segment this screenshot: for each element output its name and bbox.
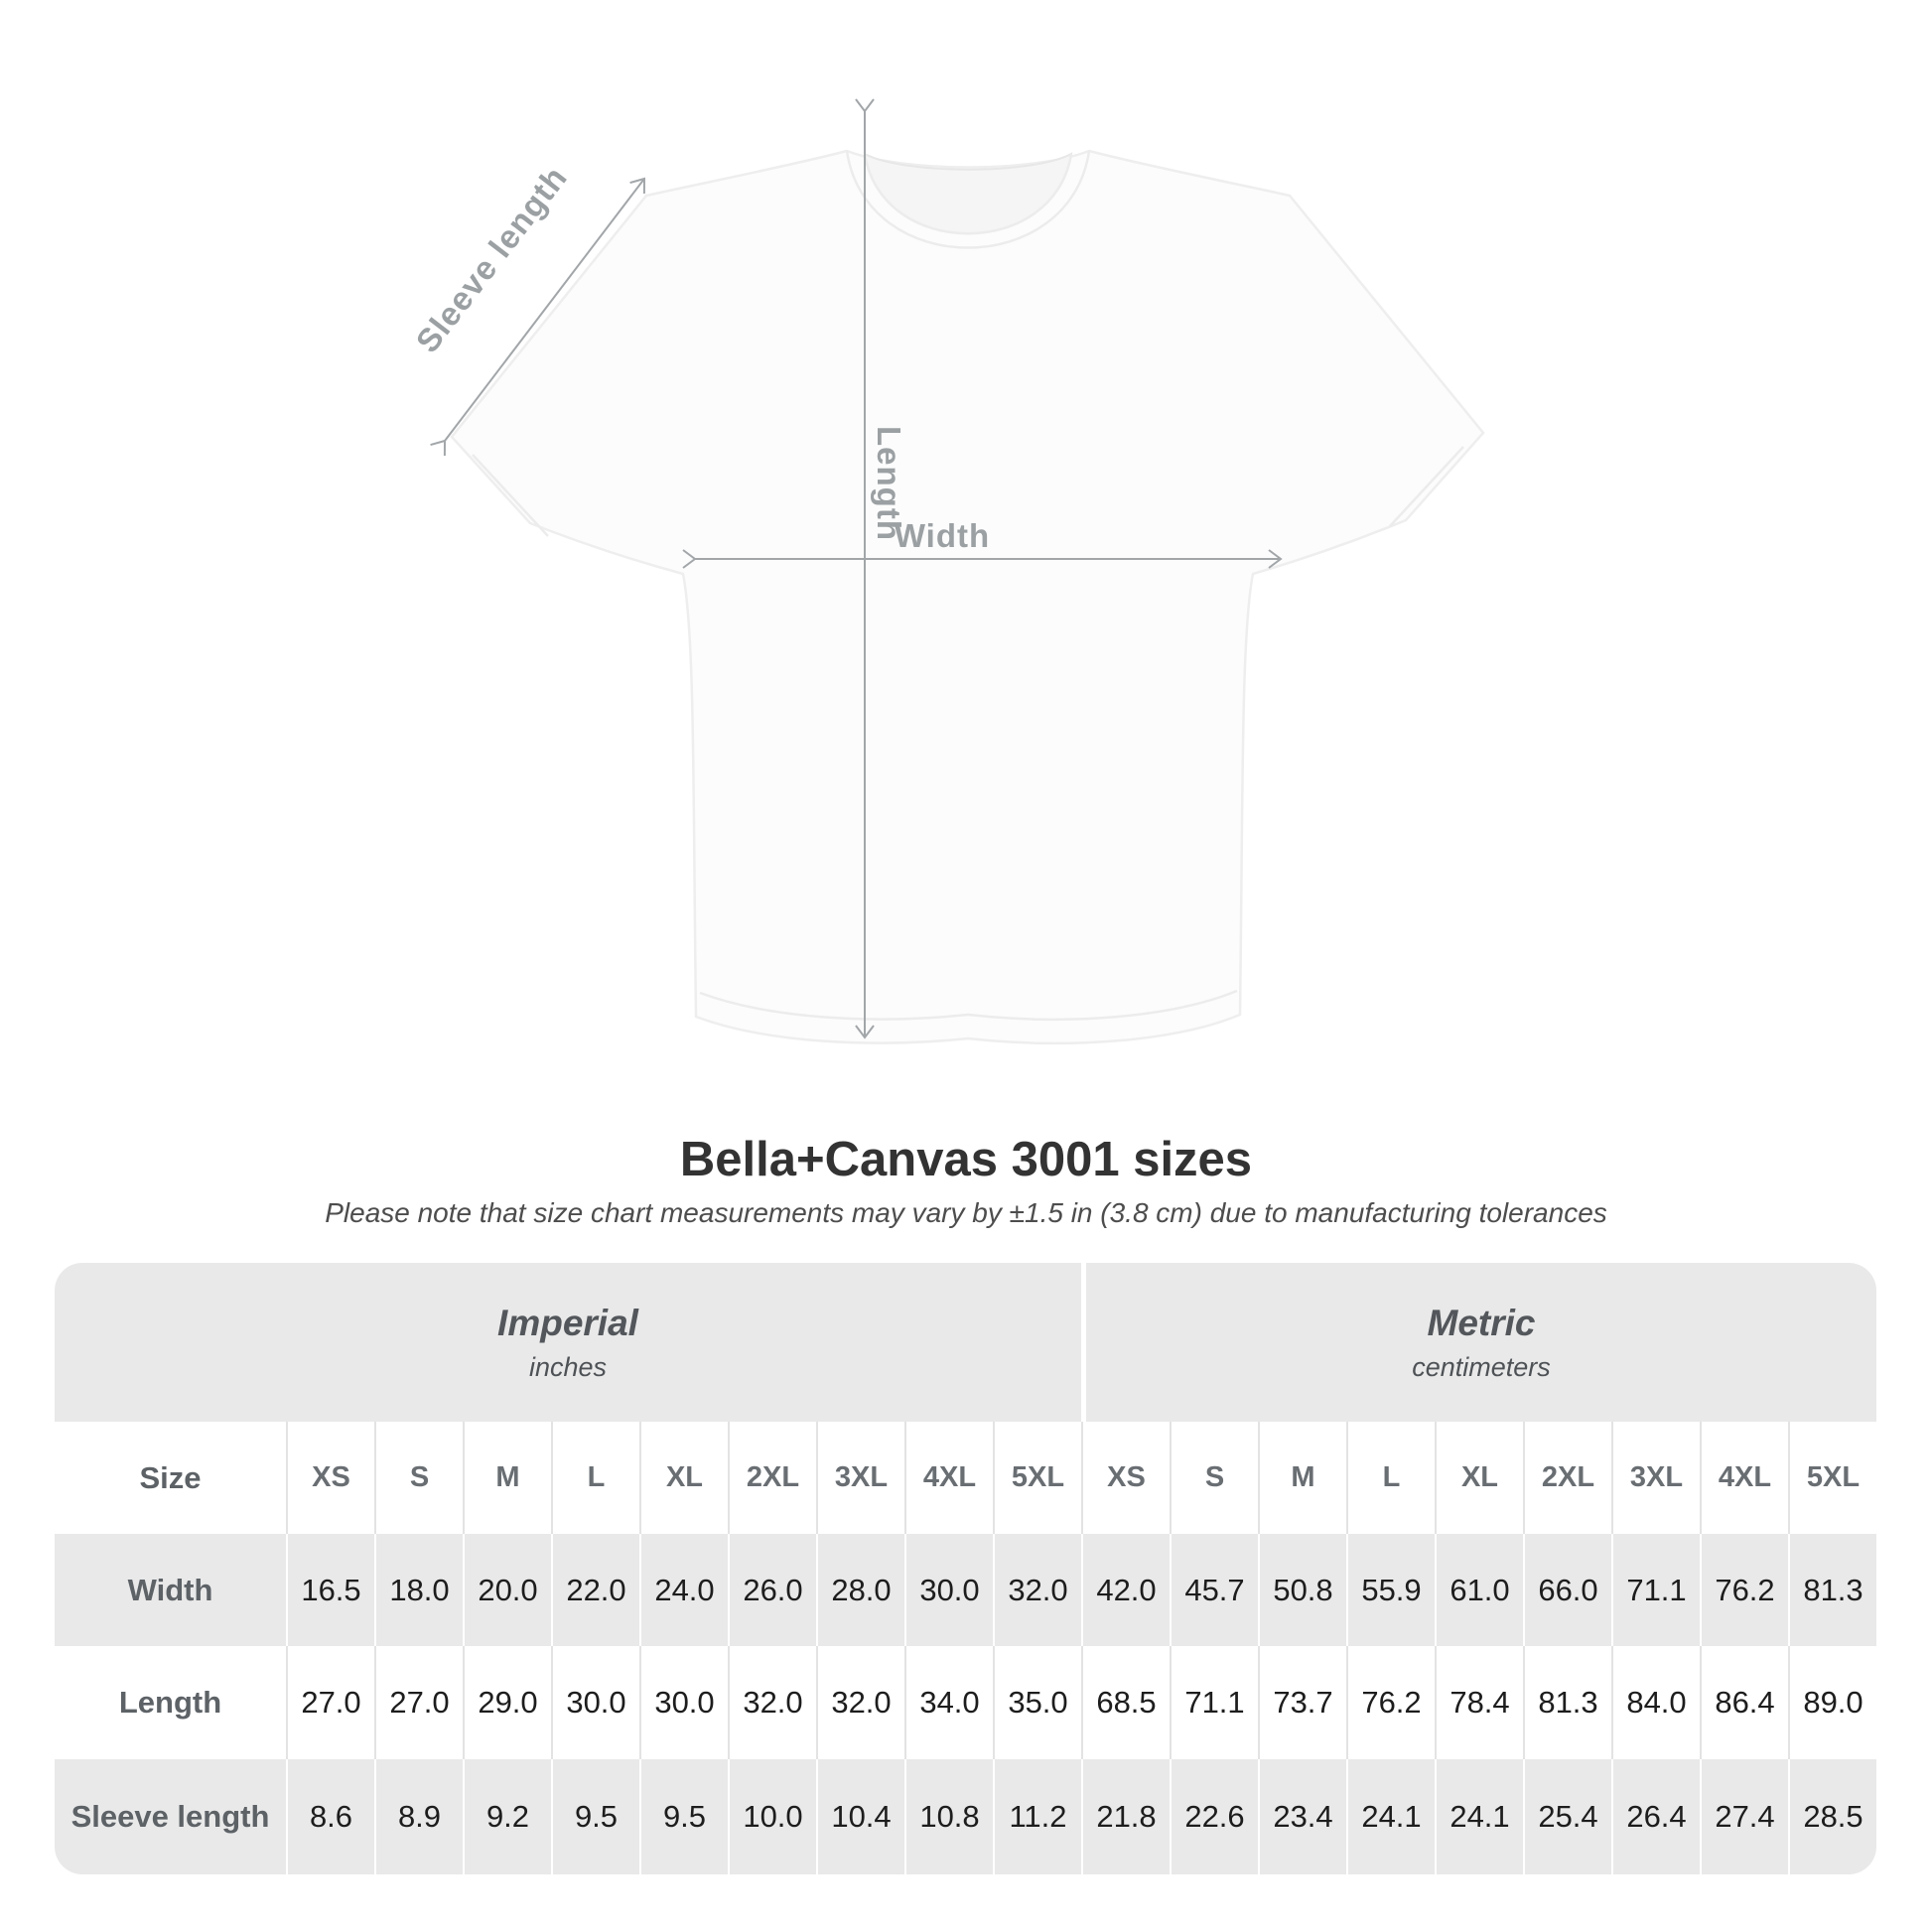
value-cell: 22.0 <box>551 1534 639 1646</box>
row-label: Length <box>118 1685 222 1720</box>
size-header-cell: M <box>1258 1422 1346 1534</box>
value-cell: 24.1 <box>1435 1759 1523 1874</box>
value-cell: 86.4 <box>1700 1646 1788 1759</box>
value-cell: 8.6 <box>286 1759 374 1874</box>
value-cell: 24.0 <box>639 1534 728 1646</box>
tolerance-note: Please note that size chart measurements may vary by ±1.5 in (3.8 cm) due to manufacturing tolerances <box>325 1197 1607 1228</box>
sleeve-length-row <box>55 1759 1876 1874</box>
width-row <box>55 1534 1876 1646</box>
value-cell: 50.8 <box>1258 1534 1346 1646</box>
value-cell: 9.2 <box>463 1759 551 1874</box>
size-header-row <box>55 1422 1876 1534</box>
size-header-cell: 4XL <box>1700 1422 1788 1534</box>
value-cell: 89.0 <box>1788 1646 1876 1759</box>
value-cell: 26.0 <box>728 1534 816 1646</box>
length-label: Length <box>871 426 907 541</box>
size-header-cell: 2XL <box>1523 1422 1611 1534</box>
value-cell: 25.4 <box>1523 1759 1611 1874</box>
value-cell: 76.2 <box>1700 1534 1788 1646</box>
row-label: Width <box>127 1572 213 1607</box>
size-header-cell: 5XL <box>993 1422 1081 1534</box>
value-cell: 22.6 <box>1170 1759 1258 1874</box>
metric-group-header <box>1081 1263 1876 1422</box>
value-cell: 23.4 <box>1258 1759 1346 1874</box>
value-cell: 8.9 <box>374 1759 463 1874</box>
page-title: Bella+Canvas 3001 sizes <box>679 1133 1253 1186</box>
row-label: Sleeve length <box>70 1799 270 1834</box>
length-row <box>55 1646 1876 1759</box>
value-cell: 78.4 <box>1435 1646 1523 1759</box>
size-column-header: Size <box>139 1459 202 1495</box>
value-cell: 18.0 <box>374 1534 463 1646</box>
value-cell: 9.5 <box>639 1759 728 1874</box>
size-header-cell: 5XL <box>1788 1422 1876 1534</box>
size-chart-card <box>55 1263 1876 1874</box>
value-cell: 32.0 <box>816 1646 904 1759</box>
value-cell: 71.1 <box>1611 1534 1700 1646</box>
value-cell: 10.8 <box>904 1759 993 1874</box>
value-cell: 30.0 <box>639 1646 728 1759</box>
size-header-cell: XL <box>639 1422 728 1534</box>
value-cell: 61.0 <box>1435 1534 1523 1646</box>
unit-groups-band <box>55 1263 1876 1422</box>
value-cell: 45.7 <box>1170 1534 1258 1646</box>
value-cell: 27.4 <box>1700 1759 1788 1874</box>
value-cell: 73.7 <box>1258 1646 1346 1759</box>
imperial-group-name: Imperial <box>497 1302 638 1343</box>
size-header-cell: XS <box>1081 1422 1170 1534</box>
value-cell: 27.0 <box>374 1646 463 1759</box>
imperial-group-unit: inches <box>528 1351 608 1382</box>
size-header-cell: L <box>551 1422 639 1534</box>
value-cell: 32.0 <box>728 1646 816 1759</box>
size-header-cell: XL <box>1435 1422 1523 1534</box>
metric-group-name: Metric <box>1427 1302 1536 1343</box>
value-cell: 28.0 <box>816 1534 904 1646</box>
value-cell: 71.1 <box>1170 1646 1258 1759</box>
size-header-cell: S <box>1170 1422 1258 1534</box>
value-cell: 20.0 <box>463 1534 551 1646</box>
value-cell: 10.0 <box>728 1759 816 1874</box>
value-cell: 35.0 <box>993 1646 1081 1759</box>
size-header-cell: 4XL <box>904 1422 993 1534</box>
value-cell: 42.0 <box>1081 1534 1170 1646</box>
value-cell: 32.0 <box>993 1534 1081 1646</box>
size-header-cell: 2XL <box>728 1422 816 1534</box>
tshirt-illustration <box>452 151 1483 1043</box>
size-header-cell: 3XL <box>816 1422 904 1534</box>
value-cell: 16.5 <box>286 1534 374 1646</box>
size-header-cell: S <box>374 1422 463 1534</box>
value-cell: 81.3 <box>1523 1646 1611 1759</box>
value-cell: 27.0 <box>286 1646 374 1759</box>
value-cell: 28.5 <box>1788 1759 1876 1874</box>
value-cell: 34.0 <box>904 1646 993 1759</box>
value-cell: 30.0 <box>904 1534 993 1646</box>
size-header-cell: M <box>463 1422 551 1534</box>
sleeve-length-label: Sleeve length <box>408 159 575 359</box>
value-cell: 11.2 <box>993 1759 1081 1874</box>
size-header-cell: 3XL <box>1611 1422 1700 1534</box>
value-cell: 66.0 <box>1523 1534 1611 1646</box>
value-cell: 81.3 <box>1788 1534 1876 1646</box>
value-cell: 24.1 <box>1346 1759 1435 1874</box>
value-cell: 9.5 <box>551 1759 639 1874</box>
value-cell: 84.0 <box>1611 1646 1700 1759</box>
value-cell: 29.0 <box>463 1646 551 1759</box>
imperial-group-header <box>55 1263 1081 1422</box>
width-label: Width <box>894 517 991 554</box>
value-cell: 76.2 <box>1346 1646 1435 1759</box>
size-header-cell: XS <box>286 1422 374 1534</box>
value-cell: 55.9 <box>1346 1534 1435 1646</box>
value-cell: 30.0 <box>551 1646 639 1759</box>
value-cell: 21.8 <box>1081 1759 1170 1874</box>
value-cell: 10.4 <box>816 1759 904 1874</box>
size-header-cell: L <box>1346 1422 1435 1534</box>
metric-group-unit: centimeters <box>1412 1351 1551 1382</box>
value-cell: 26.4 <box>1611 1759 1700 1874</box>
value-cell: 68.5 <box>1081 1646 1170 1759</box>
